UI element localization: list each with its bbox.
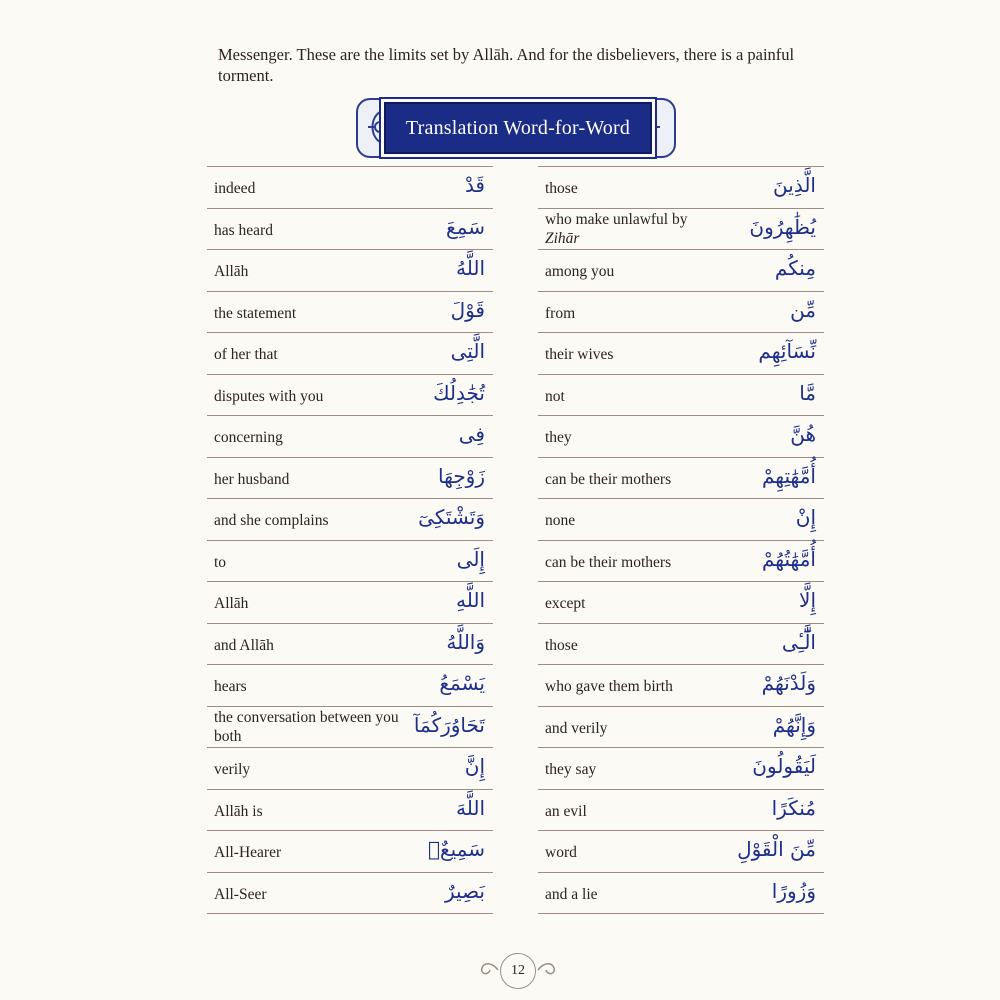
arabic-word: الَّذِينَ <box>773 173 816 197</box>
english-gloss: who gave them birth <box>545 678 673 695</box>
english-gloss: Allāh <box>214 595 249 612</box>
scroll-left-icon <box>478 960 500 980</box>
arabic-word: قَدْ <box>464 173 485 197</box>
english-gloss: from <box>545 304 576 322</box>
arabic-word: تُجَٰدِلُكَ <box>433 380 485 405</box>
arabic-word: وَتَشْتَكِىٓ <box>418 505 485 529</box>
word-row <box>207 582 493 624</box>
word-row <box>207 790 493 832</box>
english-gloss: and Allāh <box>214 636 274 654</box>
english-gloss: the conversation between you both <box>214 708 399 745</box>
word-row <box>207 541 493 583</box>
arabic-word: وَاللَّهُ <box>446 629 485 654</box>
english-gloss: and she complains <box>214 512 329 529</box>
word-row <box>538 748 824 790</box>
english-gloss: indeed <box>214 180 256 197</box>
word-row <box>207 499 493 541</box>
english-gloss: and verily <box>545 719 608 737</box>
word-row <box>538 458 824 500</box>
arabic-word: وَإِنَّهُمْ <box>772 712 816 737</box>
english-gloss: the statement <box>214 304 297 322</box>
english-gloss: among you <box>545 263 615 280</box>
banner-title-box <box>384 102 652 154</box>
page-number-ornament <box>478 950 558 990</box>
arabic-word: وَلَدْنَهُمْ <box>761 671 816 695</box>
english-gloss: verily <box>214 761 251 778</box>
english-gloss: word <box>545 844 577 861</box>
word-row <box>538 582 824 624</box>
arabic-word: الَّتِى <box>450 339 485 363</box>
english-gloss: All-Hearer <box>214 844 282 861</box>
english-gloss: none <box>545 512 576 529</box>
arabic-word: أُمَّهَٰتُهُمْ <box>761 546 816 571</box>
english-gloss: to <box>214 553 227 571</box>
section-banner <box>356 98 676 154</box>
english-gloss: those <box>545 180 578 197</box>
word-row <box>538 541 824 583</box>
word-row <box>538 375 824 417</box>
word-row <box>207 416 493 458</box>
arabic-word: تَحَاوُرَكُمَآ <box>413 712 485 737</box>
arabic-word: هُنَّ <box>790 422 816 446</box>
word-row <box>538 707 824 749</box>
arabic-word: مِنكُم <box>774 256 816 280</box>
arabic-word: مُنكَرًا <box>771 795 816 820</box>
arabic-word: يُظَٰهِرُونَ <box>749 214 816 239</box>
arabic-word: إِلَّا <box>799 588 816 612</box>
word-row <box>538 665 824 707</box>
english-gloss: not <box>545 387 565 405</box>
word-row <box>207 209 493 251</box>
banner-title: Translation Word-for-Word <box>405 116 631 139</box>
english-gloss: has heard <box>214 221 273 239</box>
word-row <box>207 292 493 334</box>
english-gloss <box>545 210 735 248</box>
word-row <box>538 250 824 292</box>
arabic-word: فِى <box>458 422 485 446</box>
word-row <box>207 831 493 873</box>
english-gloss-main: who make unlawful by <box>545 210 688 228</box>
word-row <box>207 167 493 209</box>
english-gloss: hears <box>214 678 247 695</box>
word-row <box>538 333 824 375</box>
word-row <box>538 873 824 915</box>
arabic-word: قَوْلَ <box>450 297 485 322</box>
english-gloss: except <box>545 595 586 612</box>
arabic-word: يَسْمَعُ <box>439 671 485 695</box>
word-row <box>207 873 493 915</box>
word-row <box>207 748 493 790</box>
arabic-word: أُمَّهَٰتِهِمْ <box>761 463 816 488</box>
english-gloss: All-Seer <box>214 885 267 903</box>
english-gloss: can be their mothers <box>545 553 672 571</box>
arabic-word: اللَّهَ <box>456 795 485 820</box>
word-row <box>207 250 493 292</box>
arabic-word: مِّنَ الْقَوْلِ <box>737 837 816 861</box>
english-gloss: can be their mothers <box>545 470 672 488</box>
english-gloss: of her that <box>214 346 278 363</box>
word-row <box>207 375 493 417</box>
word-row <box>207 707 493 749</box>
word-row <box>538 499 824 541</box>
arabic-word: الَّٰٓـِٔى <box>781 629 816 654</box>
arabic-word: اللَّهِ <box>456 588 485 612</box>
arabic-word: إِنْ <box>795 505 816 529</box>
right-word-column <box>538 166 824 914</box>
arabic-word: مَّا <box>799 380 816 405</box>
english-gloss: their wives <box>545 346 614 363</box>
word-row <box>538 790 824 832</box>
left-word-column <box>207 166 493 914</box>
arabic-word: سَمِيعٌۢ <box>427 837 485 861</box>
arabic-word: وَزُورًا <box>771 878 816 903</box>
arabic-word: سَمِعَ <box>446 214 485 239</box>
word-row <box>207 624 493 666</box>
word-row <box>538 831 824 873</box>
english-gloss: concerning <box>214 429 283 446</box>
arabic-word: اللَّهُ <box>456 256 485 280</box>
intro-paragraph: Messenger. These are the limits set by Allāh. And for the disbelievers, there is a painful torment. <box>218 45 795 85</box>
word-row <box>538 292 824 334</box>
english-gloss: those <box>545 636 578 654</box>
word-row <box>538 209 824 251</box>
word-row <box>538 167 824 209</box>
english-gloss: Allāh <box>214 263 249 280</box>
word-row <box>538 624 824 666</box>
english-gloss: her husband <box>214 470 290 488</box>
arabic-word: إِنَّ <box>464 754 485 778</box>
word-row <box>538 416 824 458</box>
word-row <box>207 458 493 500</box>
arabic-word: مِّن <box>790 297 816 322</box>
english-gloss: they say <box>545 761 597 778</box>
english-gloss: an evil <box>545 802 587 820</box>
arabic-word: نِّسَآئِهِم <box>758 339 816 363</box>
arabic-word: زَوْجِهَا <box>438 463 485 488</box>
scroll-right-icon <box>536 960 558 980</box>
arabic-word: بَصِيرٌ <box>445 878 485 903</box>
word-row <box>207 665 493 707</box>
page-number: 12 <box>500 953 536 989</box>
english-gloss-italic: Zihār <box>545 229 580 247</box>
word-row <box>207 333 493 375</box>
english-gloss: and a lie <box>545 885 598 903</box>
english-gloss: they <box>545 429 572 446</box>
arabic-word: إِلَى <box>456 546 485 571</box>
english-gloss: Allāh is <box>214 802 263 820</box>
arabic-word: لَيَقُولُونَ <box>752 754 816 778</box>
english-gloss: disputes with you <box>214 387 324 405</box>
